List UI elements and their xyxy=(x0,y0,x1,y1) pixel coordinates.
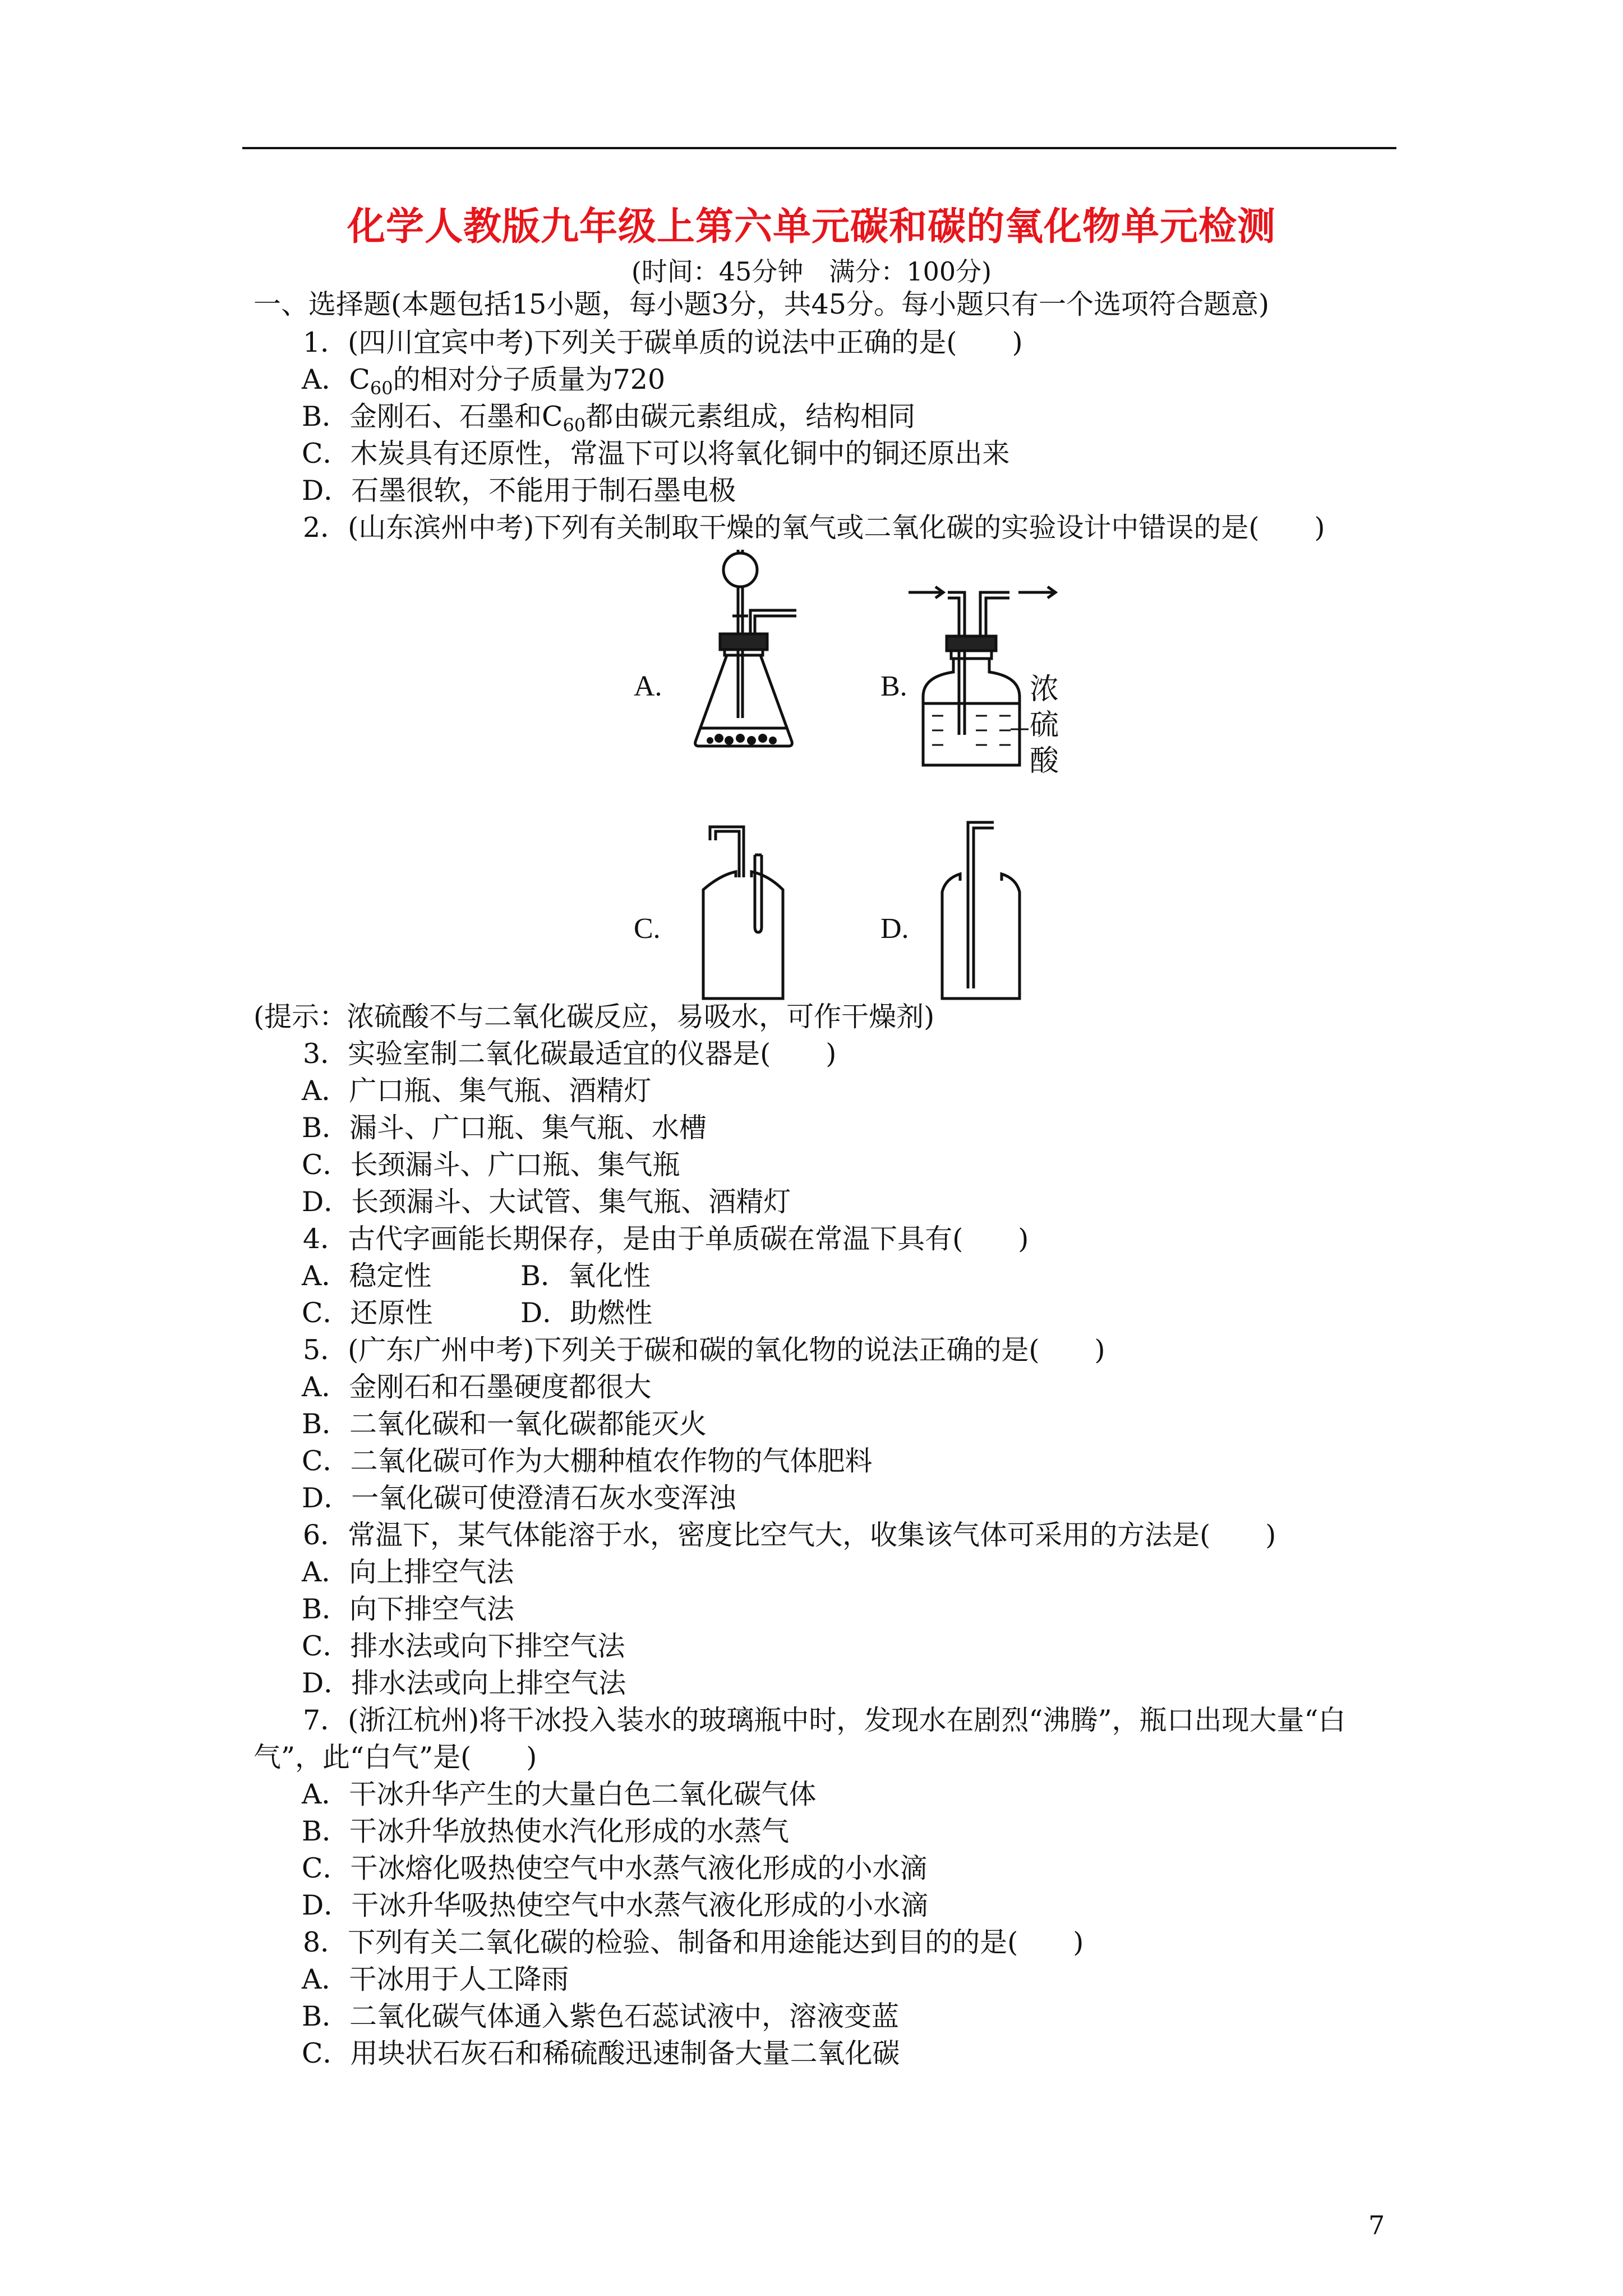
q7-stem-line2: 气”，此“白气”是( ) xyxy=(253,1741,537,1773)
q8-option-c: C．用块状石灰石和稀硫酸迅速制备大量二氧化碳 xyxy=(302,2037,900,2069)
figure-label-d: D. xyxy=(880,913,909,945)
acid-label-3: 酸 xyxy=(1030,744,1059,778)
page-subtitle: (时间：45分钟 满分：100分) xyxy=(631,256,992,287)
q3-option-b: B．漏斗、广口瓶、集气瓶、水槽 xyxy=(302,1112,707,1144)
page-number: 7 xyxy=(1368,2210,1385,2240)
header-rule xyxy=(242,147,1396,149)
q8-stem: 8．下列有关二氧化碳的检验、制备和用途能达到目的的是( ) xyxy=(303,1926,1084,1958)
figure-d-collection-bottle xyxy=(938,820,1039,1004)
q1-option-c: C．木炭具有还原性，常温下可以将氧化铜中的铜还原出来 xyxy=(302,438,1010,470)
q1-option-d: D．石墨很软，不能用于制石墨电极 xyxy=(302,475,736,507)
q6-stem: 6．常温下，某气体能溶于水，密度比空气大，收集该气体可采用的方法是( ) xyxy=(303,1519,1276,1551)
q7-option-c: C．干冰熔化吸热使空气中水蒸气液化形成的小水滴 xyxy=(302,1852,928,1884)
q3-option-c: C．长颈漏斗、广口瓶、集气瓶 xyxy=(302,1149,680,1181)
section-heading: 一、选择题(本题包括15小题，每小题3分，共45分。每小题只有一个选项符合题意) xyxy=(253,288,1270,320)
q7-option-d: D．干冰升华吸热使空气中水蒸气液化形成的小水滴 xyxy=(302,1889,929,1921)
figure-a-conical-flask xyxy=(684,550,830,774)
q1-option-a: A．$C_{60}$的相对分子质量为720 xyxy=(302,364,666,399)
figure-label-a: A. xyxy=(634,670,662,702)
q3-stem: 3．实验室制二氧化碳最适宜的仪器是( ) xyxy=(303,1038,837,1070)
figure-label-c: C. xyxy=(634,913,661,945)
q5-option-c: C．二氧化碳可作为大棚种植农作物的气体肥料 xyxy=(302,1445,873,1477)
q6-option-a: A．向上排空气法 xyxy=(302,1556,514,1588)
q1-stem: 1．(四川宜宾中考)下列关于碳单质的说法中正确的是( ) xyxy=(303,326,1023,358)
q8-option-a: A．干冰用于人工降雨 xyxy=(302,1963,569,1995)
q6-option-b: B．向下排空气法 xyxy=(302,1593,515,1625)
q4-stem: 4．古代字画能长期保存，是由于单质碳在常温下具有( ) xyxy=(303,1223,1029,1255)
q5-option-d: D．一氧化碳可使澄清石灰水变浑浊 xyxy=(302,1482,736,1514)
q6-option-c: C．排水法或向下排空气法 xyxy=(302,1630,625,1662)
q8-option-b: B．二氧化碳气体通入紫色石蕊试液中，溶液变蓝 xyxy=(302,2000,900,2032)
figure-label-b: B. xyxy=(880,670,907,702)
q4-option-b: B．氧化性 xyxy=(520,1260,651,1292)
q7-stem-line1: 7．(浙江杭州)将干冰投入装水的玻璃瓶中时，发现水在剧烈“沸腾”，瓶口出现大量“白 xyxy=(303,1704,1346,1736)
q3-option-d: D．长颈漏斗、大试管、集气瓶、酒精灯 xyxy=(302,1186,791,1218)
q7-option-a: A．干冰升华产生的大量白色二氧化碳气体 xyxy=(302,1778,817,1810)
q3-option-a: A．广口瓶、集气瓶、酒精灯 xyxy=(302,1075,652,1107)
q6-option-d: D．排水法或向上排空气法 xyxy=(302,1667,626,1699)
page-title: 化学人教版九年级上第六单元碳和碳的氧化物单元检测 xyxy=(347,205,1276,249)
q4-option-d: D．助燃性 xyxy=(520,1297,653,1329)
acid-label-1: 浓 xyxy=(1030,673,1059,706)
figure-c-collection-bottle xyxy=(699,823,800,1004)
q4-option-a: A．稳定性 xyxy=(302,1260,432,1292)
q5-stem: 5．(广东广州中考)下列关于碳和碳的氧化物的说法正确的是( ) xyxy=(303,1334,1105,1366)
q5-option-b: B．二氧化碳和一氧化碳都能灭火 xyxy=(302,1408,707,1440)
acid-label-2: 硫 xyxy=(1030,708,1059,742)
q4-option-c: C．还原性 xyxy=(302,1297,433,1329)
q5-option-a: A．金刚石和石墨硬度都很大 xyxy=(302,1371,652,1403)
q1-option-b: B．金刚石、石墨和$C_{60}$都由碳元素组成，结构相同 xyxy=(302,401,916,436)
q2-hint: (提示：浓硫酸不与二氧化碳反应，易吸水，可作干燥剂) xyxy=(253,1001,935,1033)
q2-stem: 2．(山东滨州中考)下列有关制取干燥的氧气或二氧化碳的实验设计中错误的是( ) xyxy=(303,512,1325,544)
q7-option-b: B．干冰升华放热使水汽化形成的水蒸气 xyxy=(302,1815,790,1847)
